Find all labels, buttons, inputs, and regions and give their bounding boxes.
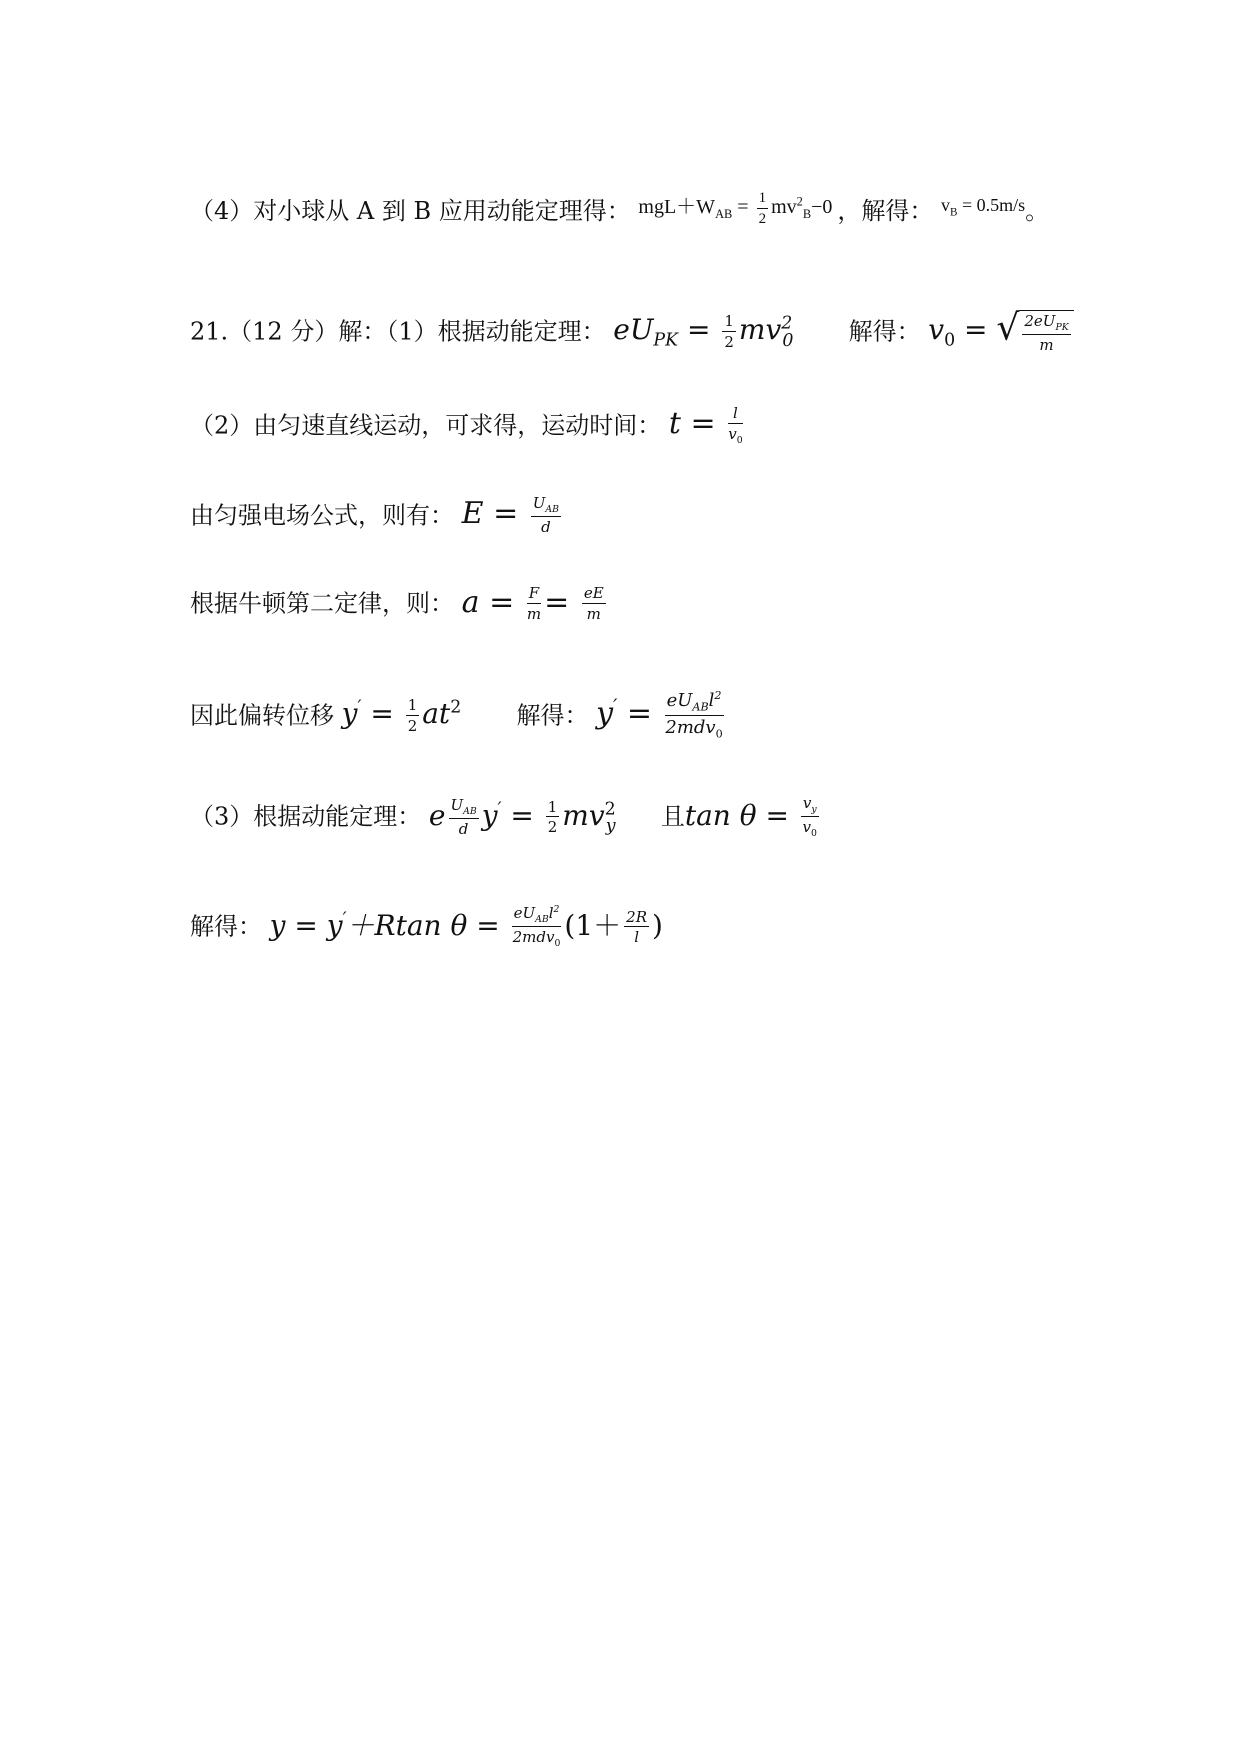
text: （4）对小球从 A 到 B 应用动能定理得： — [190, 197, 631, 226]
equation-time: t = $\frac{l}{v_0}$ — [668, 404, 743, 446]
final-result-line — [190, 905, 663, 949]
solution-21-part-3 — [190, 795, 822, 839]
text: 由匀强电场公式，则有： — [190, 501, 454, 530]
solution-part-4 — [190, 190, 1049, 227]
equation-final: y = y′＋Rtan θ = $\frac{eU_{AB}l^2}{2mdv_0}$ (1＋ $\frac{2R}{l}$ ) — [269, 904, 663, 950]
equation-acceleration: a = $\frac{F}{m}$ = $\frac{eE}{m}$ — [461, 584, 604, 623]
electric-field-line — [190, 495, 564, 536]
equation-field: E = $\frac{U_{AB}}{d}$ — [461, 494, 559, 537]
equation-deflection-result: y′ = $\frac{eU_{AB}l^2}{2mdv_0}$ — [596, 689, 723, 741]
result: vB = 0.5m/s — [941, 195, 1026, 219]
text: （3）根据动能定理： — [190, 802, 422, 831]
equation: mgL＋WAB = 1 2 mv2B−0 — [638, 190, 833, 227]
text: 解得： — [190, 912, 262, 941]
deflection-line — [190, 690, 727, 741]
text: （2）由匀速直线运动，可求得，运动时间： — [190, 411, 662, 440]
text: 。 — [1025, 197, 1050, 226]
text: ，解得： — [837, 197, 934, 226]
equation-deflection: y′ = $\frac{1}{2}$ $at^2$ — [341, 696, 462, 735]
solution-21-part-2 — [190, 405, 746, 446]
text: 解得： — [848, 317, 921, 346]
equation-energy-y: e $\frac{U_{AB}}{d}$ y′ = $\frac{1}{2}$ $mv^2_y$ — [428, 795, 616, 839]
solution-21-part-1 — [190, 307, 1074, 355]
text: 解得： — [516, 701, 589, 730]
text: 21.（12 分）解：（1）根据动能定理： — [190, 317, 606, 346]
equation-velocity: $v_0$ = √ $\frac{2eU_{PK}}{m}$ — [928, 313, 1073, 346]
newton-second-law-line — [190, 585, 609, 622]
text: 因此偏转位移 — [190, 701, 334, 730]
text: 根据牛顿第二定律，则： — [190, 589, 454, 618]
equation-energy: $eU_{PK}$ = $\frac{1}{2}$ $mv^2_0$ — [613, 312, 794, 351]
equation-tangent: tan θ = $\frac{v_y}{v_0}$ — [684, 794, 817, 840]
text: 且 — [660, 802, 685, 831]
